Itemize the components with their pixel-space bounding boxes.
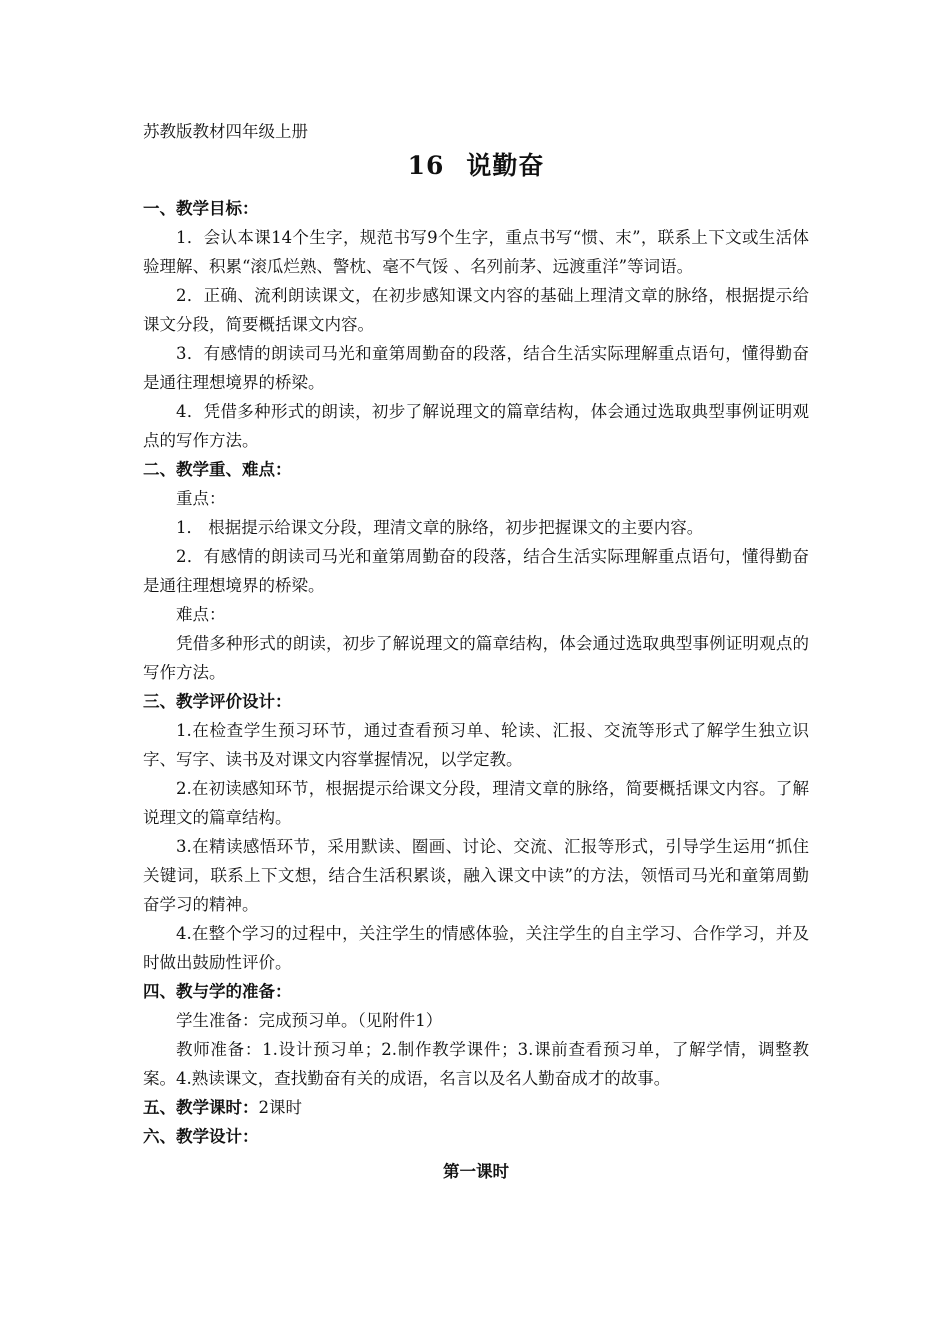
document-content	[143, 117, 809, 1186]
evaluation-item: 1.在检查学生预习环节，通过查看预习单、轮读、汇报、交流等形式了解学生独立识字、写字、读书及对课文内容掌握情况，以学定教。	[143, 721, 809, 769]
section-heading-design: 六、教学设计：	[143, 1127, 259, 1146]
key-point-item: 1． 根据提示给课文分段，理清文章的脉络，初步把握课文的主要内容。	[176, 518, 704, 537]
teacher-preparation: 教师准备：1.设计预习单；2.制作教学课件；3.课前查看预习单，了解学情，调整教案。4.熟读课文，查找勤奋有关的成语，名言以及名人勤奋成才的故事。	[143, 1040, 809, 1088]
hours-label: 五、教学课时：	[143, 1098, 259, 1117]
lesson-title-text: 说勤奋	[466, 151, 545, 180]
objective-item: 2．正确、流利朗读课文，在初步感知课文内容的基础上理清文章的脉络，根据提示给课文分段，简要概括课文内容。	[143, 286, 809, 334]
evaluation-item: 4.在整个学习的过程中，关注学生的情感体验，关注学生的自主学习、合作学习，并及时做出鼓励性评价。	[143, 924, 809, 972]
difficult-points-label: 难点：	[176, 605, 226, 624]
evaluation-item: 3.在精读感悟环节，采用默读、圈画、讨论、交流、汇报等形式，引导学生运用“抓住关键词，联系上下文想，结合生活积累谈，融入课文中读”的方法，领悟司马光和童第周勤奋学习的精神。	[143, 837, 809, 914]
section-heading-hours	[143, 1093, 809, 1122]
hours-value: 2课时	[258, 1098, 302, 1117]
objective-item: 1．会认本课14个生字，规范书写9个生字，重点书写“惯、末”，联系上下文或生活体验理解、积累“滚瓜烂熟、警枕、毫不气馁 、名列前茅、远渡重洋”等词语。	[143, 228, 809, 276]
lesson-number: 16	[407, 151, 445, 180]
key-points-label: 重点：	[176, 489, 226, 508]
evaluation-item: 2.在初读感知环节，根据提示给课文分段，理清文章的脉络，简要概括课文内容。了解说理文的篇章结构。	[143, 779, 809, 827]
objective-item: 4．凭借多种形式的朗读，初步了解说理文的篇章结构，体会通过选取典型事例证明观点的写作方法。	[143, 402, 809, 450]
section-heading-objectives: 一、教学目标：	[143, 199, 259, 218]
difficult-point-text: 凭借多种形式的朗读，初步了解说理文的篇章结构，体会通过选取典型事例证明观点的写作方法。	[143, 634, 809, 682]
textbook-label: 苏教版教材四年级上册	[143, 122, 308, 141]
section-heading-key-points: 二、教学重、难点：	[143, 460, 292, 479]
objective-item: 3．有感情的朗读司马光和童第周勤奋的段落，结合生活实际理解重点语句，懂得勤奋是通往理想境界的桥梁。	[143, 344, 809, 392]
section-heading-evaluation: 三、教学评价设计：	[143, 692, 292, 711]
lesson-title	[143, 148, 809, 184]
student-preparation: 学生准备：完成预习单。（见附件1）	[176, 1011, 443, 1030]
section-heading-preparation: 四、教与学的准备：	[143, 982, 292, 1001]
first-lesson-heading: 第一课时	[443, 1162, 509, 1181]
key-point-item: 2．有感情的朗读司马光和童第周勤奋的段落，结合生活实际理解重点语句，懂得勤奋是通往理想境界的桥梁。	[143, 547, 809, 595]
